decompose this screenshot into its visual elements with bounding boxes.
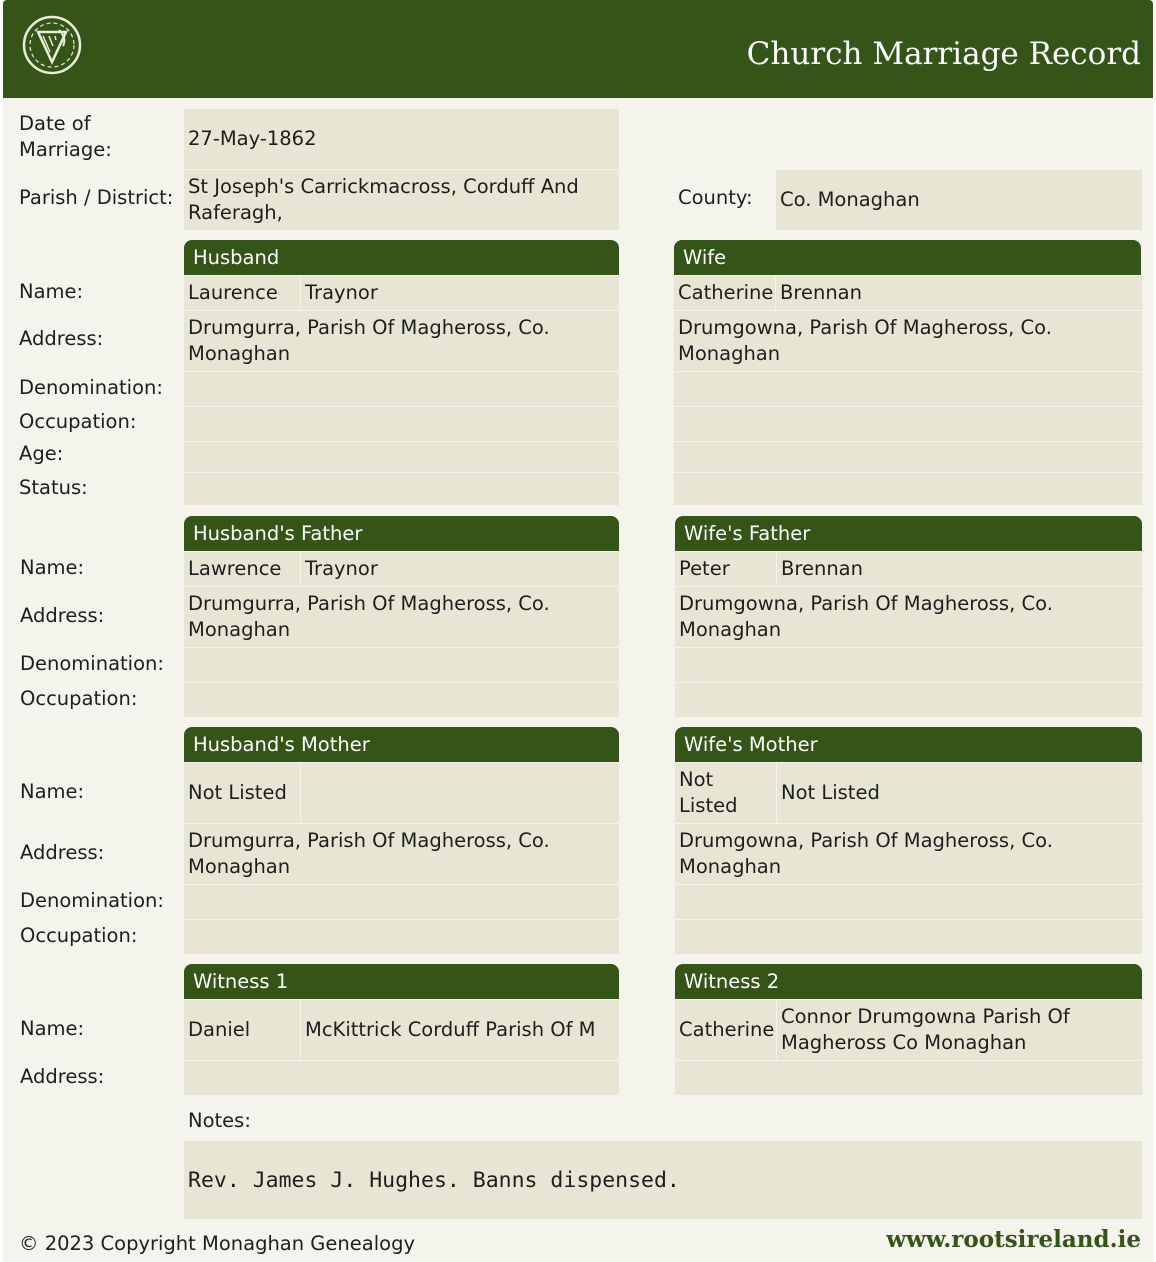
date-value: 27-May-1862 <box>184 109 619 169</box>
husband-father-last-name: Traynor <box>301 552 619 586</box>
county-value: Co. Monaghan <box>776 170 1142 230</box>
father-name-label: Name: <box>20 556 85 579</box>
parish-label: Parish / District: <box>19 186 174 209</box>
witness-name-label: Name: <box>20 1017 85 1040</box>
wife-section-header: Wife <box>674 240 1141 275</box>
husband-last-name: Traynor <box>301 276 619 310</box>
wife-first-name: Catherine <box>674 276 775 310</box>
husband-address: Drumgurra, Parish Of Magheross, Co. Monaghan <box>184 311 619 371</box>
husband-father-first-name: Lawrence <box>184 552 300 586</box>
wife-mother-occupation <box>675 920 1142 954</box>
witness2-address <box>675 1061 1142 1095</box>
parish-value: St Joseph's Carrickmacross, Corduff And Raferagh, <box>184 170 619 230</box>
husband-mother-occupation <box>184 920 619 954</box>
marriage-record-page <box>3 0 1153 1262</box>
mother-name-label: Name: <box>20 780 85 803</box>
father-address-label: Address: <box>20 604 105 627</box>
wife-mother-last-name: Not Listed <box>777 763 1142 823</box>
denomination-label: Denomination: <box>19 376 163 399</box>
husband-name-label: Name: <box>19 280 84 303</box>
wife-father-first-name: Peter <box>675 552 776 586</box>
wife-father-denomination <box>675 648 1142 682</box>
date-label: Date of Marriage: <box>19 112 112 161</box>
witness2-section-header: Witness 2 <box>675 964 1142 999</box>
husband-mother-first-name: Not Listed <box>184 763 300 823</box>
husband-age <box>184 442 619 472</box>
witness-address-label: Address: <box>20 1065 105 1088</box>
wife-father-address: Drumgowna, Parish Of Magheross, Co. Monaghan <box>675 587 1142 647</box>
wife-age <box>674 442 1142 472</box>
wife-status <box>674 473 1142 505</box>
wife-father-occupation <box>675 683 1142 717</box>
mother-address-label: Address: <box>20 841 105 864</box>
witness1-address <box>184 1061 619 1095</box>
husband-mother-section-header: Husband's Mother <box>184 727 619 762</box>
wife-denomination <box>674 372 1142 406</box>
husband-first-name: Laurence <box>184 276 300 310</box>
notes-text: Rev. James J. Hughes. Banns dispensed. <box>188 1167 680 1193</box>
husband-mother-address: Drumgurra, Parish Of Magheross, Co. Monaghan <box>184 824 619 884</box>
wife-father-section-header: Wife's Father <box>675 516 1142 551</box>
father-occupation-label: Occupation: <box>20 687 138 710</box>
notes-label: Notes: <box>188 1109 251 1132</box>
husband-father-denomination <box>184 648 619 682</box>
witness2-last-name: Connor Drumgowna Parish Of Magheross Co Monaghan <box>777 1000 1142 1060</box>
husband-mother-denomination <box>184 885 619 919</box>
husband-section-header: Husband <box>184 240 619 275</box>
mother-denomination-label: Denomination: <box>20 889 164 912</box>
wife-mother-section-header: Wife's Mother <box>675 727 1142 762</box>
husband-address-label: Address: <box>19 327 104 350</box>
witness1-last-name: McKittrick Corduff Parish Of M <box>301 1000 619 1060</box>
wife-mother-denomination <box>675 885 1142 919</box>
wife-mother-address: Drumgowna, Parish Of Magheross, Co. Monaghan <box>675 824 1142 884</box>
occupation-label: Occupation: <box>19 410 137 433</box>
copyright-text: © 2023 Copyright Monaghan Genealogy <box>19 1232 415 1255</box>
mother-occupation-label: Occupation: <box>20 924 138 947</box>
wife-last-name: Brennan <box>776 276 1142 310</box>
county-label: County: <box>678 186 753 209</box>
page-title: Church Marriage Record <box>746 36 1141 72</box>
husband-occupation <box>184 407 619 441</box>
husband-mother-last-name <box>301 763 619 823</box>
age-label: Age: <box>19 442 64 465</box>
notes-box <box>184 1141 1142 1219</box>
wife-father-last-name: Brennan <box>777 552 1142 586</box>
witness1-first-name: Daniel <box>184 1000 300 1060</box>
husband-father-occupation <box>184 683 619 717</box>
husband-denomination <box>184 372 619 406</box>
witness1-section-header: Witness 1 <box>184 964 619 999</box>
website-link[interactable]: www.rootsireland.ie <box>886 1226 1141 1253</box>
father-denomination-label: Denomination: <box>20 652 164 675</box>
wife-address: Drumgowna, Parish Of Magheross, Co. Monaghan <box>674 311 1142 371</box>
wife-mother-first-name: Not Listed <box>675 763 776 823</box>
page-header <box>3 0 1153 98</box>
husband-status <box>184 473 619 505</box>
harp-emblem-icon <box>19 12 85 78</box>
witness2-first-name: Catherine <box>675 1000 776 1060</box>
husband-father-address: Drumgurra, Parish Of Magheross, Co. Monaghan <box>184 587 619 647</box>
status-label: Status: <box>19 476 88 499</box>
wife-occupation <box>674 407 1142 441</box>
husband-father-section-header: Husband's Father <box>184 516 619 551</box>
